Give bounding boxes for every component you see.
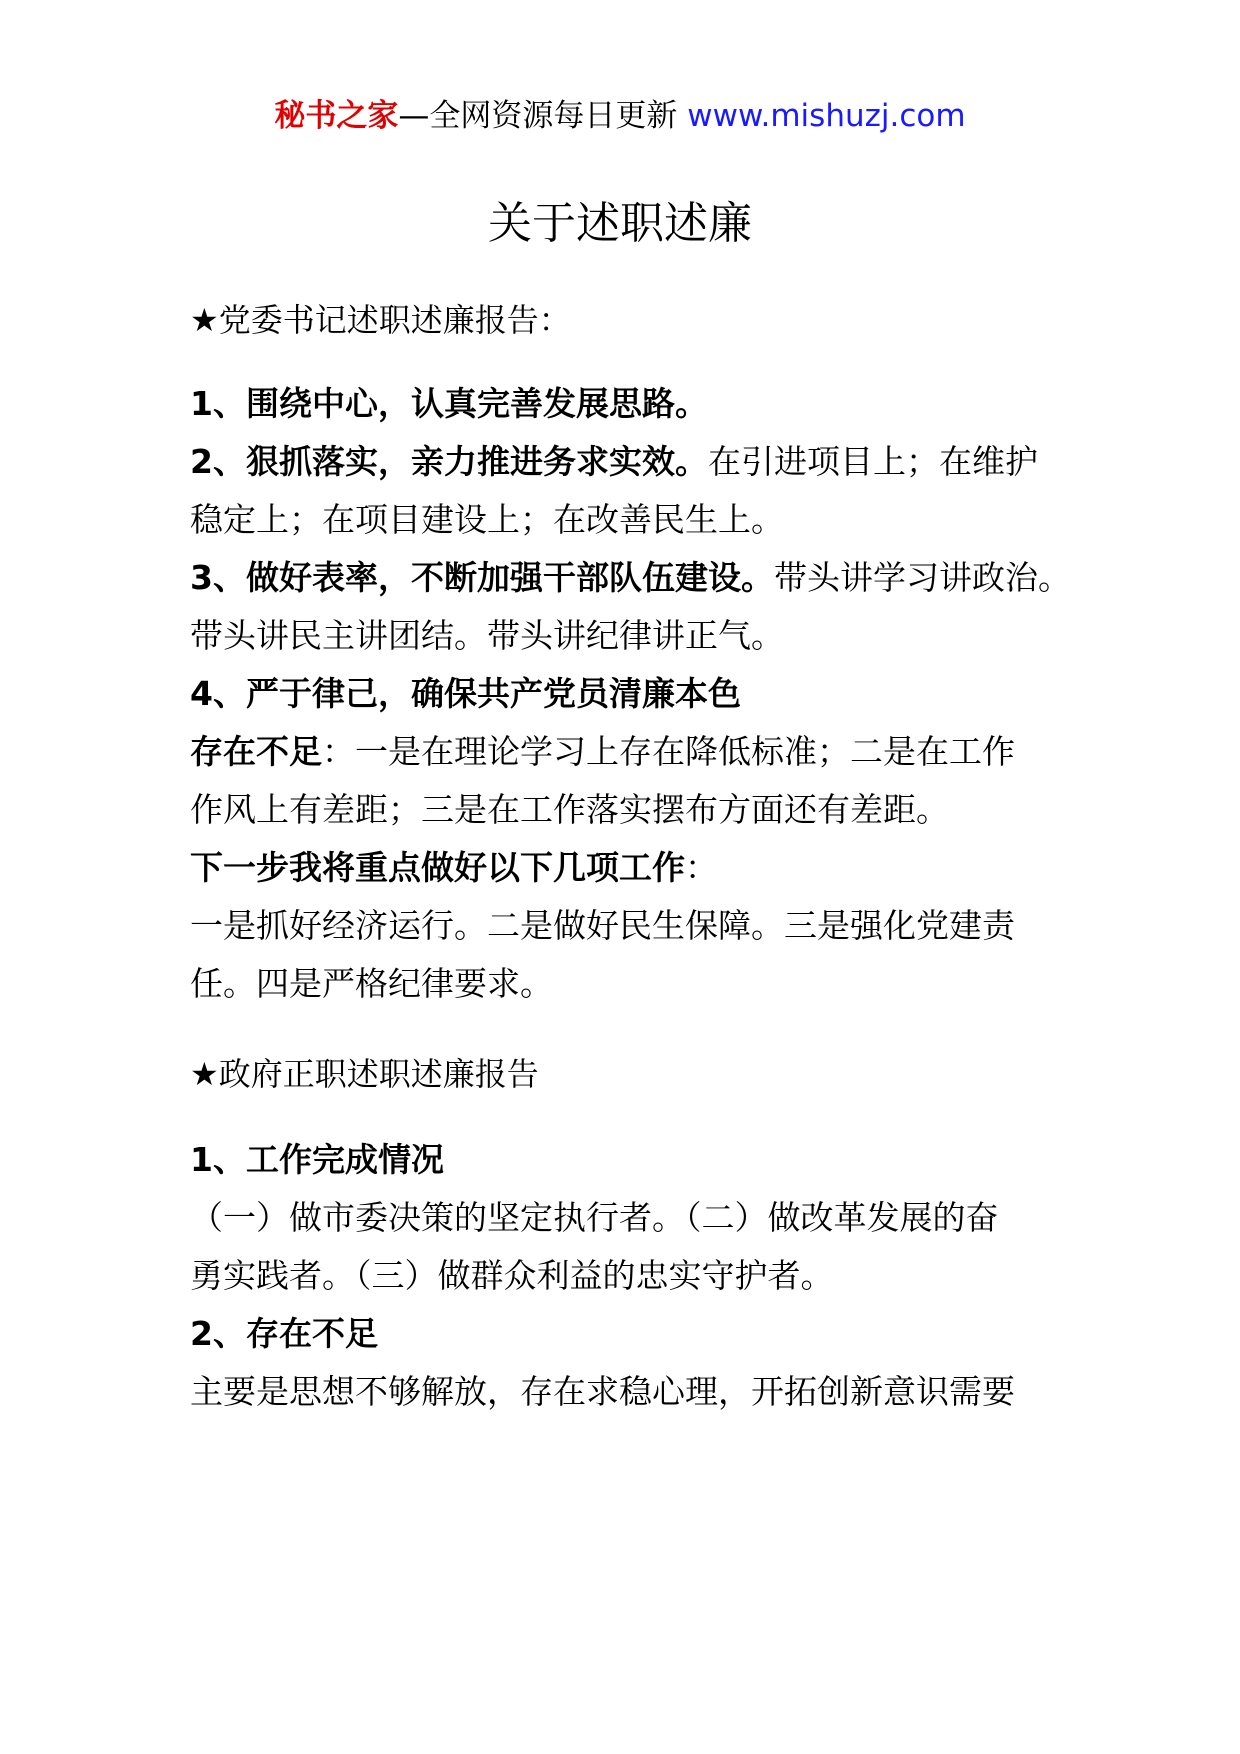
shortfall-text-cont: 作风上有差距；三是在工作落实摆布方面还有差距。 [190,790,949,829]
banner-slogan: —全网资源每日更新 [398,98,688,134]
item-4-heading: 4、严于律己，确保共产党员清廉本色 [190,674,741,713]
item-2-paragraph [190,440,1090,484]
item-1-heading: 1、围绕中心，认真完善发展思路。 [190,384,708,423]
next-steps-text-cont: 任。四是严格纪律要求。 [190,964,553,1003]
s2-item-1-text-cont: 勇实践者。（三）做群众利益的忠实守护者。 [190,1256,834,1295]
item-2-text: 在引进项目上；在维护 [707,442,1038,481]
next-steps-heading [190,846,1090,890]
document-title: 关于述职述廉 [488,198,752,249]
item-3-heading: 3、做好表率，不断加强干部队伍建设。 [190,558,774,597]
s2-item-1-text: （一）做市委决策的坚定执行者。（二）做改革发展的奋 [190,1198,999,1237]
s2-item-1-heading: 1、工作完成情况 [190,1140,444,1179]
section-heading-party-secretary: ★党委书记述职述廉报告： [190,301,571,339]
brand-name: 秘书之家 [274,98,399,134]
s2-item-2-heading: 2、存在不足 [190,1314,378,1353]
section-heading-government-head: ★政府正职述职述廉报告 [190,1055,539,1093]
shortfall-paragraph [190,730,1090,774]
site-banner [0,96,1240,136]
site-url: www.mishuzj.com [687,98,966,134]
s2-item-2-text: 主要是思想不够解放，存在求稳心理，开拓创新意识需要 [190,1372,1015,1411]
item-2-heading: 2、狠抓落实，亲力推进务求实效。 [190,442,708,481]
item-2-text-cont: 稳定上；在项目建设上；在改善民生上。 [190,500,784,539]
next-steps-text: 一是抓好经济运行。二是做好民生保障。三是强化党建责 [190,906,1015,945]
shortfall-text: ：一是在理论学习上存在降低标准；二是在工作 [322,732,1015,771]
next-steps-label: 下一步我将重点做好以下几项工作 [190,848,685,887]
item-3-text: 带头讲学习讲政治。 [773,558,1071,597]
next-steps-colon: ： [685,848,718,887]
shortfall-label: 存在不足 [190,732,322,771]
item-3-paragraph [190,556,1090,600]
item-3-text-cont: 带头讲民主讲团结。带头讲纪律讲正气。 [190,616,784,655]
